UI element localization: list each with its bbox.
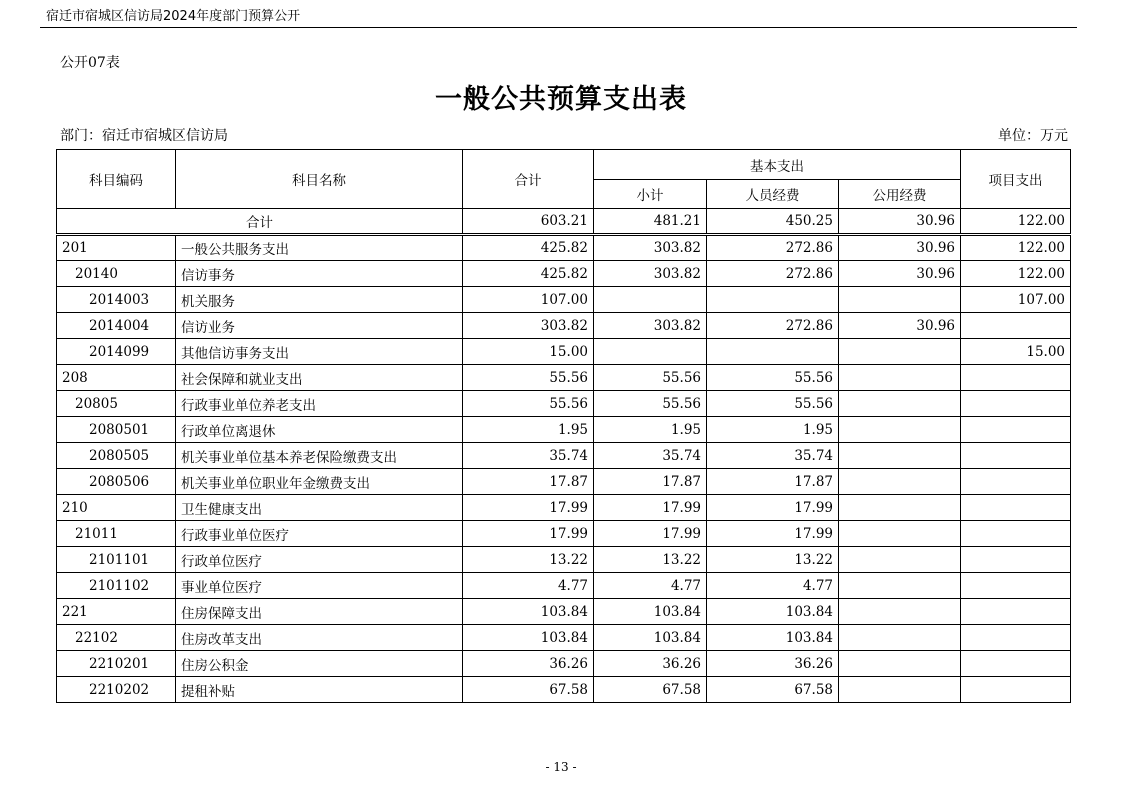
project-cell [961,469,1071,495]
public-cell [839,625,961,651]
code-cell: 2014099 [57,339,176,365]
table-row [57,313,1071,339]
code-cell: 2014004 [57,313,176,339]
subtotal-cell: 13.22 [594,547,707,573]
table-row [57,625,1071,651]
department-label: 部门：宿迁市宿城区信访局 [60,128,228,144]
total-cell: 13.22 [463,547,594,573]
subtotal-cell: 481.21 [594,209,707,235]
public-cell: 30.96 [839,209,961,235]
project-cell [961,391,1071,417]
header-rule [40,27,1077,28]
name-cell: 住房保障支出 [176,599,463,625]
public-cell [839,573,961,599]
name-cell: 其他信访事务支出 [176,339,463,365]
personnel-cell: 272.86 [707,313,839,339]
project-cell [961,677,1071,703]
code-cell: 2210202 [57,677,176,703]
subtotal-cell: 55.56 [594,365,707,391]
table-row [57,599,1071,625]
project-cell: 107.00 [961,287,1071,313]
name-cell: 社会保障和就业支出 [176,365,463,391]
code-cell: 2014003 [57,287,176,313]
public-cell [839,599,961,625]
name-cell: 行政事业单位养老支出 [176,391,463,417]
subtotal-cell: 55.56 [594,391,707,417]
personnel-cell: 17.99 [707,495,839,521]
project-cell [961,495,1071,521]
project-cell: 122.00 [961,235,1071,261]
personnel-cell [707,339,839,365]
code-cell: 208 [57,365,176,391]
name-cell: 卫生健康支出 [176,495,463,521]
total-cell: 55.56 [463,391,594,417]
personnel-cell: 55.56 [707,365,839,391]
total-cell: 425.82 [463,261,594,287]
code-cell: 2210201 [57,651,176,677]
unit-label: 单位：万元 [998,128,1068,144]
total-cell: 4.77 [463,573,594,599]
subtotal-cell: 1.95 [594,417,707,443]
project-cell [961,573,1071,599]
project-cell [961,417,1071,443]
code-cell: 210 [57,495,176,521]
project-cell: 122.00 [961,209,1071,235]
col-header-name: 科目名称 [176,150,463,209]
project-cell [961,443,1071,469]
name-cell: 行政单位离退休 [176,417,463,443]
public-cell [839,495,961,521]
name-cell: 住房公积金 [176,651,463,677]
personnel-cell: 1.95 [707,417,839,443]
name-cell: 一般公共服务支出 [176,235,463,261]
total-cell: 36.26 [463,651,594,677]
personnel-cell: 17.87 [707,469,839,495]
public-cell [839,365,961,391]
table-row [57,235,1071,261]
code-cell: 2080505 [57,443,176,469]
page-header: 宿迁市宿城区信访局2024年度部门预算公开 [46,9,301,24]
public-cell [839,547,961,573]
col-header-project: 项目支出 [961,150,1071,209]
budget-table [56,149,1071,703]
public-cell [839,339,961,365]
total-cell: 15.00 [463,339,594,365]
total-cell: 55.56 [463,365,594,391]
name-cell: 事业单位医疗 [176,573,463,599]
public-cell [839,391,961,417]
table-row [57,521,1071,547]
project-cell [961,313,1071,339]
table-row [57,339,1071,365]
name-cell: 信访事务 [176,261,463,287]
code-cell: 21011 [57,521,176,547]
name-cell: 提租补贴 [176,677,463,703]
subtotal-cell: 67.58 [594,677,707,703]
project-cell: 122.00 [961,261,1071,287]
personnel-cell: 103.84 [707,625,839,651]
public-cell [839,443,961,469]
name-cell: 住房改革支出 [176,625,463,651]
code-cell: 2101101 [57,547,176,573]
project-cell [961,651,1071,677]
public-cell [839,521,961,547]
personnel-cell: 272.86 [707,235,839,261]
total-cell: 67.58 [463,677,594,703]
col-header-subtotal: 小计 [594,180,707,209]
personnel-cell: 450.25 [707,209,839,235]
subtotal-cell [594,287,707,313]
subtotal-cell: 303.82 [594,261,707,287]
public-cell: 30.96 [839,235,961,261]
personnel-cell: 4.77 [707,573,839,599]
document-title: 一般公共预算支出表 [435,84,687,115]
total-cell: 103.84 [463,625,594,651]
project-cell [961,365,1071,391]
subtotal-cell: 103.84 [594,599,707,625]
project-cell [961,599,1071,625]
name-cell: 行政事业单位医疗 [176,521,463,547]
subtotal-cell: 4.77 [594,573,707,599]
table-row [57,495,1071,521]
personnel-cell [707,287,839,313]
col-header-public: 公用经费 [839,180,961,209]
public-cell [839,287,961,313]
public-cell [839,469,961,495]
personnel-cell: 35.74 [707,443,839,469]
form-number: 公开07表 [60,55,120,71]
total-label: 合计 [57,209,463,235]
code-cell: 201 [57,235,176,261]
project-cell [961,547,1071,573]
subtotal-cell [594,339,707,365]
table-row [57,287,1071,313]
total-cell: 303.82 [463,313,594,339]
col-header-basic: 基本支出 [594,150,961,180]
total-cell: 107.00 [463,287,594,313]
total-cell: 603.21 [463,209,594,235]
code-cell: 22102 [57,625,176,651]
col-header-total: 合计 [463,150,594,209]
page-number: - 13 - [545,760,577,774]
name-cell: 机关事业单位职业年金缴费支出 [176,469,463,495]
subtotal-cell: 35.74 [594,443,707,469]
personnel-cell: 13.22 [707,547,839,573]
public-cell [839,417,961,443]
subtotal-cell: 17.99 [594,495,707,521]
subtotal-cell: 303.82 [594,313,707,339]
name-cell: 机关事业单位基本养老保险缴费支出 [176,443,463,469]
code-cell: 221 [57,599,176,625]
project-cell [961,521,1071,547]
col-header-personnel: 人员经费 [707,180,839,209]
table-row [57,417,1071,443]
public-cell [839,677,961,703]
name-cell: 行政单位医疗 [176,547,463,573]
subtotal-cell: 103.84 [594,625,707,651]
table-row [57,547,1071,573]
personnel-cell: 272.86 [707,261,839,287]
public-cell: 30.96 [839,313,961,339]
code-cell: 20805 [57,391,176,417]
public-cell: 30.96 [839,261,961,287]
personnel-cell: 36.26 [707,651,839,677]
total-cell: 17.99 [463,521,594,547]
table-row [57,573,1071,599]
total-cell: 1.95 [463,417,594,443]
personnel-cell: 103.84 [707,599,839,625]
code-cell: 2080506 [57,469,176,495]
project-cell: 15.00 [961,339,1071,365]
table-row [57,651,1071,677]
code-cell: 2101102 [57,573,176,599]
personnel-cell: 67.58 [707,677,839,703]
code-cell: 20140 [57,261,176,287]
name-cell: 信访业务 [176,313,463,339]
total-cell: 103.84 [463,599,594,625]
code-cell: 2080501 [57,417,176,443]
table-row [57,677,1071,703]
table-row [57,391,1071,417]
total-cell: 17.87 [463,469,594,495]
total-cell: 425.82 [463,235,594,261]
subtotal-cell: 17.99 [594,521,707,547]
table-row [57,469,1071,495]
personnel-cell: 55.56 [707,391,839,417]
col-header-code: 科目编码 [57,150,176,209]
total-row [57,209,1071,235]
table-row [57,443,1071,469]
table-row [57,365,1071,391]
table-row [57,261,1071,287]
public-cell [839,651,961,677]
subtotal-cell: 36.26 [594,651,707,677]
name-cell: 机关服务 [176,287,463,313]
personnel-cell: 17.99 [707,521,839,547]
subtotal-cell: 303.82 [594,235,707,261]
subtotal-cell: 17.87 [594,469,707,495]
total-cell: 35.74 [463,443,594,469]
project-cell [961,625,1071,651]
total-cell: 17.99 [463,495,594,521]
